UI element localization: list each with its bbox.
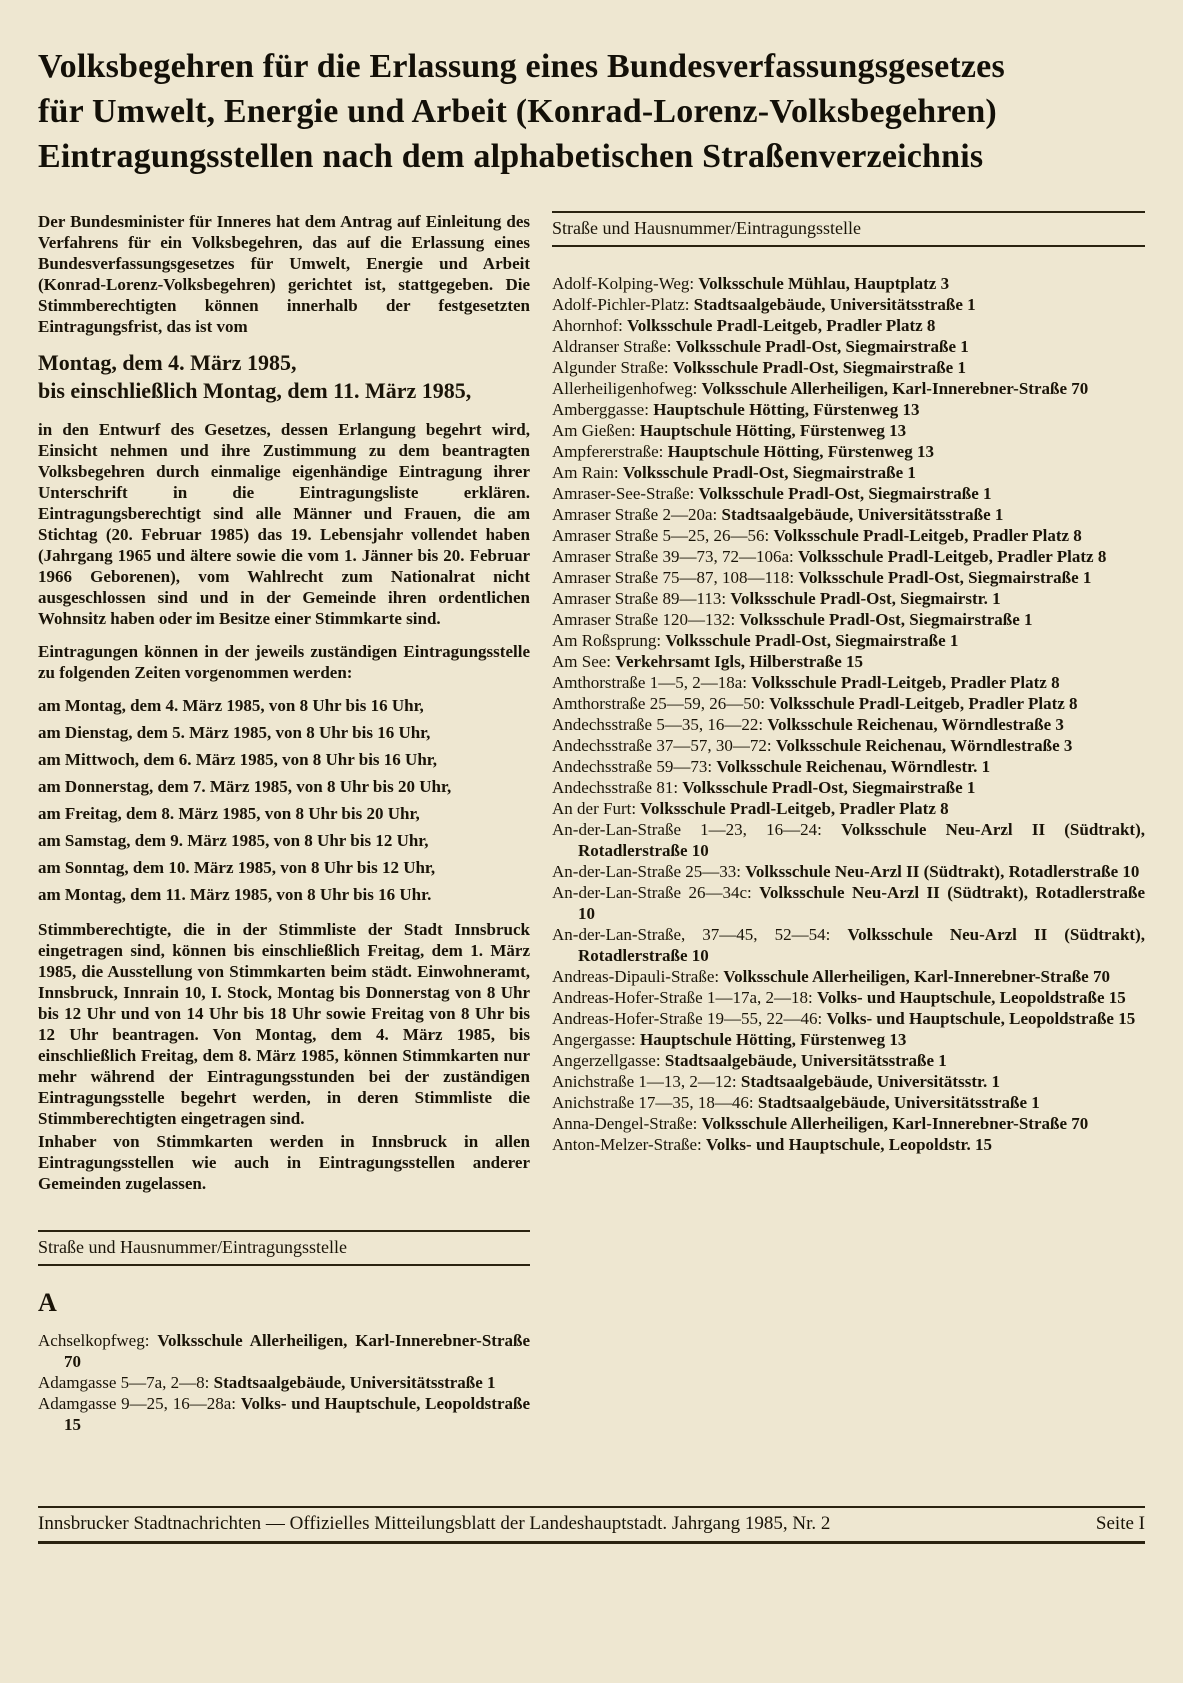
- footer-publication-info: Innsbrucker Stadtnachrichten — Offizielles Mitteilungsblatt der Landeshauptstadt. Jahrgang 1985, Nr. 2: [38, 1513, 831, 1534]
- directory-entry: [552, 735, 1145, 756]
- directory-entry: [552, 630, 1145, 651]
- street-name: Amraser-See-Straße:: [552, 484, 695, 503]
- registration-place: Volksschule Reichenau, Wörndlestraße 3: [775, 736, 1073, 755]
- two-column-layout: [38, 211, 1145, 1435]
- registration-place: Volksschule Reichenau, Wörndlestraße 3: [767, 715, 1064, 734]
- opening-time-line: am Freitag, dem 8. März 1985, von 8 Uhr bis 20 Uhr,: [38, 804, 420, 823]
- directory-entry: [552, 651, 1145, 672]
- registration-place: Volksschule Pradl-Leitgeb, Pradler Platz 8: [769, 694, 1078, 713]
- left-column: [38, 211, 530, 1435]
- directory-entry: [552, 546, 1145, 567]
- right-column: [552, 211, 1145, 1435]
- directory-entry: [552, 1071, 1145, 1092]
- street-name: Anna-Dengel-Straße:: [552, 1114, 698, 1133]
- directory-entry: [552, 315, 1145, 336]
- street-name: Andechsstraße 59—73:: [552, 757, 713, 776]
- street-name: Adolf-Kolping-Weg:: [552, 274, 695, 293]
- registration-place: Volksschule Pradl-Ost, Siegmairstraße 1: [739, 610, 1033, 629]
- registration-place: Volksschule Pradl-Ost, Siegmairstraße 1: [665, 631, 959, 650]
- street-name: Aldranser Straße:: [552, 337, 672, 356]
- registration-place: Volksschule Pradl-Leitgeb, Pradler Platz 8: [797, 547, 1107, 566]
- registration-place: Volksschule Pradl-Ost, Siegmairstraße 1: [798, 568, 1092, 587]
- street-name: Algunder Straße:: [552, 358, 669, 377]
- registration-place: Stadtsaalgebäude, Universitätsstraße 1: [721, 505, 1004, 524]
- directory-entry: [552, 483, 1145, 504]
- street-name: An-der-Lan-Straße 1—23, 16—24:: [552, 820, 822, 839]
- street-name: Amberggasse:: [552, 400, 649, 419]
- intro-paragraph: Der Bundesminister für Inneres hat dem Antrag auf Einleitung des Verfahrens für ein Volksbegehren, das auf die Erlassung eines Bundesverfassungsgesetzes für Umwelt, Energie und Arbeit (Konrad-Lorenz-Volksbegehren) gerichtet ist, stattgegeben. Die Stimmberechtigten können innerhalb der festgesetzten Eintragungsfrist, das ist vom: [38, 212, 530, 336]
- registration-place: Volksschule Neu-Arzl II (Südtrakt), Rotadlerstraße 10: [745, 862, 1140, 881]
- directory-entry: [38, 1330, 530, 1372]
- directory-entry: [552, 525, 1145, 546]
- street-name: Amraser Straße 120—132:: [552, 610, 736, 629]
- page-title: [38, 44, 1145, 179]
- street-name: Adamgasse 5—7a, 2—8:: [38, 1373, 210, 1392]
- directory-entry: [552, 714, 1145, 735]
- directory-entry: [552, 336, 1145, 357]
- period-line-2: bis einschließlich Montag, dem 11. März 1985,: [38, 378, 472, 403]
- street-name: Angergasse:: [552, 1030, 636, 1049]
- directory-entry: [552, 819, 1145, 861]
- street-name: An-der-Lan-Straße 26—34c:: [552, 883, 752, 902]
- street-name: Amraser Straße 89—113:: [552, 589, 727, 608]
- registration-place: Volks- und Hauptschule, Leopoldstr. 15: [706, 1135, 992, 1154]
- directory-entry: [552, 1029, 1145, 1050]
- directory-column-header-left: Straße und Hausnummer/Eintragungsstelle: [38, 1230, 530, 1266]
- registration-place: Volksschule Pradl-Ost, Siegmairstraße 1: [682, 778, 976, 797]
- directory-entry: [552, 777, 1145, 798]
- directory-entries-right: [552, 273, 1145, 1155]
- registration-place: Volksschule Pradl-Leitgeb, Pradler Platz 8: [751, 673, 1060, 692]
- registration-place: Volks- und Hauptschule, Leopoldstraße 15: [826, 1009, 1136, 1028]
- registration-place: Volksschule Pradl-Ost, Siegmairstraße 1: [672, 358, 966, 377]
- directory-entry: [552, 462, 1145, 483]
- opening-time-line: am Dienstag, dem 5. März 1985, von 8 Uhr bis 16 Uhr,: [38, 723, 431, 742]
- directory-entry: [552, 1008, 1145, 1029]
- inhaber-paragraph: Inhaber von Stimmkarten werden in Innsbruck in allen Eintragungsstellen wie auch in Eintragungsstellen anderer Gemeinden zugelassen.: [38, 1132, 530, 1193]
- street-name: An-der-Lan-Straße, 37—45, 52—54:: [552, 925, 831, 944]
- title-line-1: Volksbegehren für die Erlassung eines Bundesverfassungsgesetzes: [38, 48, 1005, 85]
- directory-entry: [552, 672, 1145, 693]
- opening-time-line: am Mittwoch, dem 6. März 1985, von 8 Uhr bis 16 Uhr,: [38, 750, 438, 769]
- directory-entry: [552, 378, 1145, 399]
- registration-place: Volksschule Allerheiligen, Karl-Innerebner-Straße 70: [701, 1114, 1089, 1133]
- eligibility-paragraph: in den Entwurf des Gesetzes, dessen Erlangung begehrt wird, Einsicht nehmen und ihre Zustimmung zu dem beantragten Volksbegehren durch einmalige eigenhändige Eintragung ihrer Unterschrift in die Eintragungsliste erklären. Eintragungsberechtigt sind alle Männer und Frauen, die am Stichtag (20. Februar 1985) das 19. Lebensjahr vollendet haben (Jahrgang 1965 und ältere sowie die vom 1. Jänner bis 20. Februar 1966 Geborenen), vom Wahlrecht zum Nationalrat nicht ausgeschlossen sind und in der Gemeinde ihren ordentlichen Wohnsitz haben oder im Besitze einer Stimmkarte sind.: [38, 420, 530, 628]
- registration-place: Volksschule Pradl-Leitgeb, Pradler Platz 8: [627, 316, 936, 335]
- registration-place: Volksschule Neu-Arzl II (Südtrakt), Rotadlerstraße 10: [578, 925, 1146, 965]
- directory-entry: [552, 1113, 1145, 1134]
- directory-entry: [552, 420, 1145, 441]
- street-name: Amraser Straße 5—25, 26—56:: [552, 526, 770, 545]
- street-name: Amthorstraße 1—5, 2—18a:: [552, 673, 747, 692]
- directory-entry: [38, 1393, 530, 1435]
- street-name: Amraser Straße 75—87, 108—118:: [552, 568, 795, 587]
- registration-place: Volksschule Reichenau, Wörndlestr. 1: [716, 757, 991, 776]
- directory-column-header-right: Straße und Hausnummer/Eintragungsstelle: [552, 211, 1145, 247]
- registration-place: Volksschule Pradl-Leitgeb, Pradler Platz 8: [773, 526, 1082, 545]
- registration-place: Volksschule Allerheiligen, Karl-Innerebner-Straße 70: [64, 1331, 531, 1371]
- registration-place: Stadtsaalgebäude, Universitätsstraße 1: [757, 1093, 1040, 1112]
- street-name: Am Gießen:: [552, 421, 636, 440]
- registration-period-heading: [38, 349, 530, 405]
- registration-place: Hauptschule Hötting, Fürstenweg 13: [653, 400, 920, 419]
- title-line-3: Eintragungsstellen nach dem alphabetischen Straßenverzeichnis: [38, 138, 984, 175]
- directory-entry: [552, 693, 1145, 714]
- directory-entry: [552, 987, 1145, 1008]
- street-name: Amraser Straße 39—73, 72—106a:: [552, 547, 794, 566]
- street-name: Andechsstraße 5—35, 16—22:: [552, 715, 764, 734]
- registration-place: Hauptschule Hötting, Fürstenweg 13: [639, 421, 907, 440]
- directory-entry: [552, 357, 1145, 378]
- directory-entry: [552, 924, 1145, 966]
- registration-place: Volksschule Pradl-Leitgeb, Pradler Platz 8: [640, 799, 949, 818]
- stimmkarten-paragraph: Stimmberechtigte, die in der Stimmliste der Stadt Innsbruck eingetragen sind, können bis einschließlich Freitag, dem 1. März 1985, die Ausstellung von Stimmkarten beim städt. Einwohneramt, Innsbruck, Innrain 10, I. Stock, Montag bis Donnerstag von 8 Uhr bis 12 Uhr und von 14 Uhr bis 18 Uhr sowie Freitag von 8 Uhr bis 12 Uhr beantragen. Von Montag, dem 4. März 1985, bis einschließlich Freitag, dem 8. März 1985, können Stimmkarten nur mehr während der Eintragungsstunden bei der zuständigen Eintragungsstelle begehrt werden, in deren Stimmliste die Stimmberechtigten eingetragen sind.: [38, 920, 530, 1128]
- street-name: Andreas-Dipauli-Straße:: [552, 967, 720, 986]
- directory-entry: [552, 882, 1145, 924]
- opening-time-line: am Samstag, dem 9. März 1985, von 8 Uhr bis 12 Uhr,: [38, 831, 429, 850]
- street-name: Andreas-Hofer-Straße 1—17a, 2—18:: [552, 988, 813, 1007]
- registration-place: Volksschule Pradl-Ost, Siegmairstraße 1: [675, 337, 969, 356]
- street-name: Angerzellgasse:: [552, 1051, 661, 1070]
- opening-time-line: am Montag, dem 11. März 1985, von 8 Uhr bis 16 Uhr.: [38, 885, 432, 904]
- opening-time-line: am Donnerstag, dem 7. März 1985, von 8 Uhr bis 20 Uhr,: [38, 777, 452, 796]
- street-name: Achselkopfweg:: [38, 1331, 150, 1350]
- street-name: Anichstraße 17—35, 18—46:: [552, 1093, 754, 1112]
- street-name: An der Furt:: [552, 799, 637, 818]
- registration-place: Hauptschule Hötting, Fürstenweg 13: [667, 442, 934, 461]
- street-name: Amthorstraße 25—59, 26—50:: [552, 694, 765, 713]
- times-intro-paragraph: Eintragungen können in der jeweils zuständigen Eintragungsstelle zu folgenden Zeiten vorgenommen werden:: [38, 642, 530, 682]
- registration-place: Verkehrsamt Igls, Hilberstraße 15: [615, 652, 864, 671]
- directory-entry: [552, 798, 1145, 819]
- street-name: Am Roßsprung:: [552, 631, 662, 650]
- registration-place: Volks- und Hauptschule, Leopoldstraße 15: [64, 1394, 531, 1434]
- directory-entry: [552, 861, 1145, 882]
- registration-place: Stadtsaalgebäude, Universitätsstraße 1: [213, 1373, 496, 1392]
- street-name: Am Rain:: [552, 463, 619, 482]
- street-name: Andreas-Hofer-Straße 19—55, 22—46:: [552, 1009, 823, 1028]
- registration-place: Stadtsaalgebäude, Universitätsstr. 1: [740, 1072, 1000, 1091]
- letter-heading-a: A: [38, 1288, 57, 1317]
- registration-place: Volksschule Neu-Arzl II (Südtrakt), Rotadlerstraße 10: [578, 820, 1146, 860]
- directory-entry: [552, 966, 1145, 987]
- street-name: Ampfererstraße:: [552, 442, 664, 461]
- directory-entry: [552, 756, 1145, 777]
- registration-place: Volks- und Hauptschule, Leopoldstraße 15: [816, 988, 1126, 1007]
- directory-entry: [552, 1050, 1145, 1071]
- footer-page-number: Seite I: [1095, 1513, 1145, 1534]
- street-name: Andechsstraße 37—57, 30—72:: [552, 736, 772, 755]
- period-line-1: Montag, dem 4. März 1985,: [38, 350, 297, 375]
- directory-entry: [38, 1372, 530, 1393]
- directory-entry: [552, 1134, 1145, 1155]
- registration-place: Stadtsaalgebäude, Universitätsstraße 1: [693, 295, 976, 314]
- directory-entry: [552, 441, 1145, 462]
- directory-entry: [552, 399, 1145, 420]
- opening-time-line: am Sonntag, dem 10. März 1985, von 8 Uhr bis 12 Uhr,: [38, 858, 436, 877]
- registration-place: Volksschule Allerheiligen, Karl-Innerebner-Straße 70: [723, 967, 1110, 986]
- registration-place: Hauptschule Hötting, Fürstenweg 13: [639, 1030, 907, 1049]
- registration-place: Volksschule Pradl-Ost, Siegmairstr. 1: [730, 589, 1001, 608]
- registration-place: Stadtsaalgebäude, Universitätsstraße 1: [664, 1051, 947, 1070]
- page-footer: [38, 1506, 1145, 1544]
- street-name: Amraser Straße 2—20a:: [552, 505, 718, 524]
- registration-place: Volksschule Neu-Arzl II (Südtrakt), Rotadlerstraße 10: [578, 883, 1146, 923]
- directory-entry: [552, 273, 1145, 294]
- street-name: Allerheiligenhofweg:: [552, 379, 698, 398]
- directory-entry: [552, 294, 1145, 315]
- directory-entry: [552, 504, 1145, 525]
- directory-entry: [552, 567, 1145, 588]
- street-name: Adolf-Pichler-Platz:: [552, 295, 690, 314]
- registration-place: Volksschule Pradl-Ost, Siegmairstraße 1: [698, 484, 992, 503]
- registration-place: Volksschule Allerheiligen, Karl-Innerebner-Straße 70: [701, 379, 1089, 398]
- opening-time-line: am Montag, dem 4. März 1985, von 8 Uhr bis 16 Uhr,: [38, 696, 424, 715]
- street-name: Ahornhof:: [552, 316, 623, 335]
- street-name: Anichstraße 1—13, 2—12:: [552, 1072, 737, 1091]
- directory-entry: [552, 1092, 1145, 1113]
- street-name: Adamgasse 9—25, 16—28a:: [38, 1394, 237, 1413]
- opening-times-list: [38, 695, 530, 905]
- directory-entries-left: [38, 1330, 530, 1435]
- street-name: An-der-Lan-Straße 25—33:: [552, 862, 741, 881]
- street-name: Andechsstraße 81:: [552, 778, 679, 797]
- registration-place: Volksschule Pradl-Ost, Siegmairstraße 1: [622, 463, 916, 482]
- street-name: Anton-Melzer-Straße:: [552, 1135, 702, 1154]
- street-name: Am See:: [552, 652, 612, 671]
- registration-place: Volksschule Mühlau, Hauptplatz 3: [698, 274, 950, 293]
- directory-entry: [552, 588, 1145, 609]
- title-line-2: für Umwelt, Energie und Arbeit (Konrad-Lorenz-Volksbegehren): [38, 93, 997, 130]
- directory-entry: [552, 609, 1145, 630]
